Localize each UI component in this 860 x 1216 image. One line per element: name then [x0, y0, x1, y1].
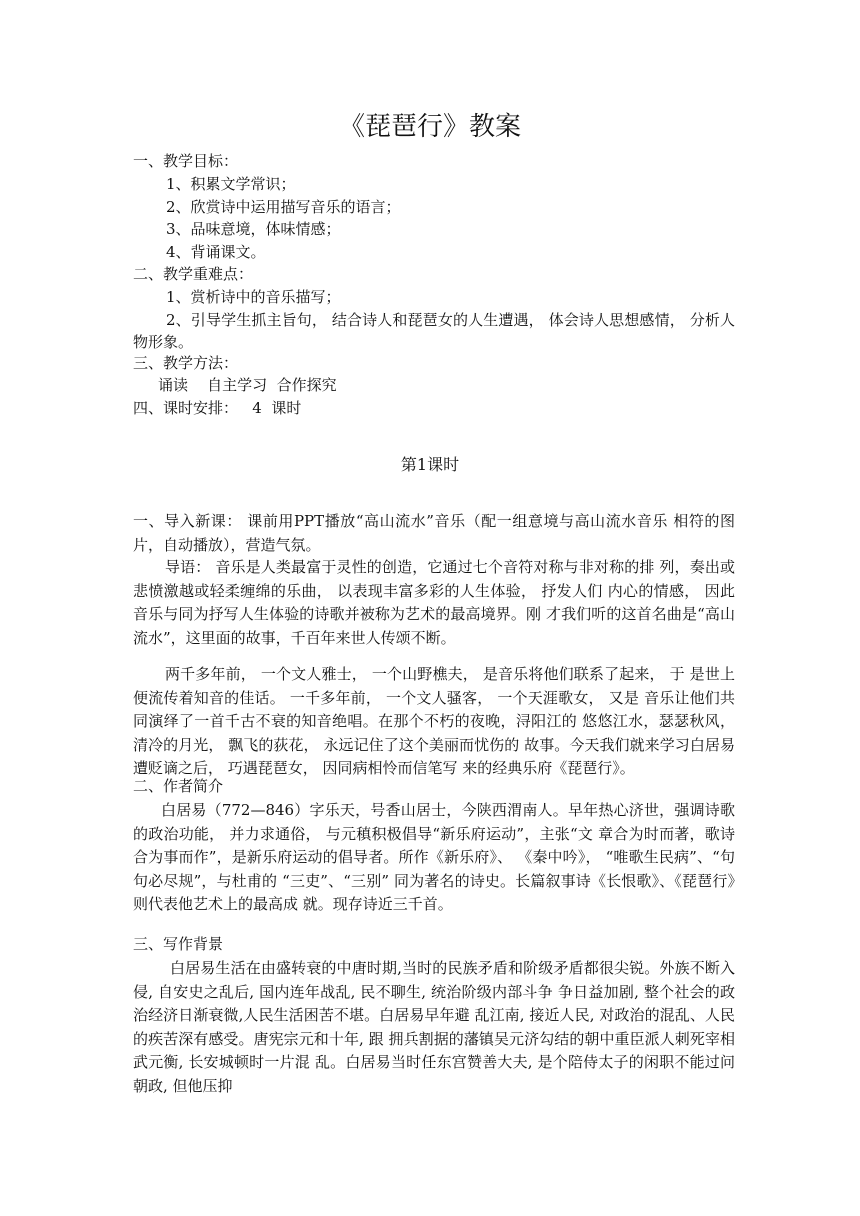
difficulty-item: 2、引导学生抓主旨句， 结合诗人和琵琶女的人生遭遇， 体会诗人思想感情， 分析人物形象。 — [133, 311, 735, 351]
guide-paragraph: 导语： 音乐是人类最富于灵性的创造，它通过七个音符对称与非对称的排 列，奏出或悲愤激越或轻柔缠绵的乐曲， 以表现丰富多彩的人生体验， 抒发人们 内心的情感， 因此音乐与同为抒写人生体验的诗歌并被称为艺术的最高境界。刚 才我们听的这首名曲是“高山流水”，这里面的故事，千百年来世人传颂不断。 — [133, 558, 735, 647]
author-paragraph: 白居易（772—846）字乐天，号香山居士，今陕西渭南人。早年热心济世，强调诗歌的政治功能， 并力求通俗， 与元稹积极倡导“新乐府运动”，主张“文 章合为时而著，歌诗合为事而作”，是新乐府运动的倡导者。所作《新乐府》、 《秦中吟》， “唯歌生民病”、“句句必尽规”，与杜甫的 “三吏”、“三别” 同为著名的诗史。长篇叙事诗《长恨歌》、《琵琶行》则代表他艺术上的最高成 就。现存诗近三千首。 — [133, 801, 735, 913]
goals-heading: 一、教学目标： — [133, 152, 239, 170]
goal-item: 3、品味意境，体味情感； — [166, 220, 341, 238]
goal-item: 4、背诵课文。 — [166, 243, 266, 261]
background-heading: 三、写作背景 — [133, 935, 224, 953]
author-heading: 二、作者简介 — [133, 777, 224, 795]
intro-paragraph: 一、导入新课： 课前用PPT播放“高山流水”音乐（配一组意境与高山流水音乐 相符的图片，自动播放），营造气氛。 — [133, 512, 735, 554]
difficulty-item: 1、赏析诗中的音乐描写； — [166, 288, 341, 306]
goal-item: 2、欣赏诗中运用描写音乐的语言； — [166, 198, 401, 216]
methods-heading: 三、教学方法： — [133, 354, 239, 372]
document-title: 《琵琶行》教案 — [338, 112, 521, 142]
background-paragraph: 白居易生活在由盛转衰的中唐时期,当时的民族矛盾和阶级矛盾都很尖锐。外族不断入侵, 自安史之乱后, 国内连年战乱, 民不聊生, 统治阶级内部斗争 争日益加剧, 整个社会的政治经济日渐衰微,人民生活困苦不堪。白居易早年避 乱江南, 接近人民, 对政治的混乱、人民的疾苦深有感受。唐宪宗元和十年, 跟 拥兵割据的藩镇吴元济勾结的朝中重臣派人刺死宰相武元衡, 长安城顿时一片混 乱。白居易当时任东宫赞善大夫, 是个陪侍太子的闲职不能过问朝政, 但他压抑 — [133, 959, 735, 1095]
goal-item: 1、积累文学常识； — [166, 175, 296, 193]
methods-text: 诵读 自主学习 合作探究 — [158, 376, 337, 394]
hours-text: 四、课时安排： 4 课时 — [133, 399, 302, 417]
story-paragraph: 两千多年前， 一个文人雅士， 一个山野樵夫， 是音乐将他们联系了起来， 于 是世上便流传着知音的佳话。 一千多年前， 一个文人骚客， 一个天涯歌女， 又是 音乐让他们共同演绎了一首千古不衰的知音绝唱。在那个不朽的夜晚，浔阳江的 悠悠江水，瑟瑟秋风， 清冷的月光， 飘飞的荻花， 永远记住了这个美丽而忧伤的 故事。今天我们就来学习白居易遭贬谪之后， 巧遇琵琶女， 因同病相怜而信笔写 来的经典乐府《琵琶行》。 — [133, 665, 735, 777]
difficulties-heading: 二、教学重难点： — [133, 265, 254, 283]
lesson-title: 第1课时 — [400, 455, 460, 474]
